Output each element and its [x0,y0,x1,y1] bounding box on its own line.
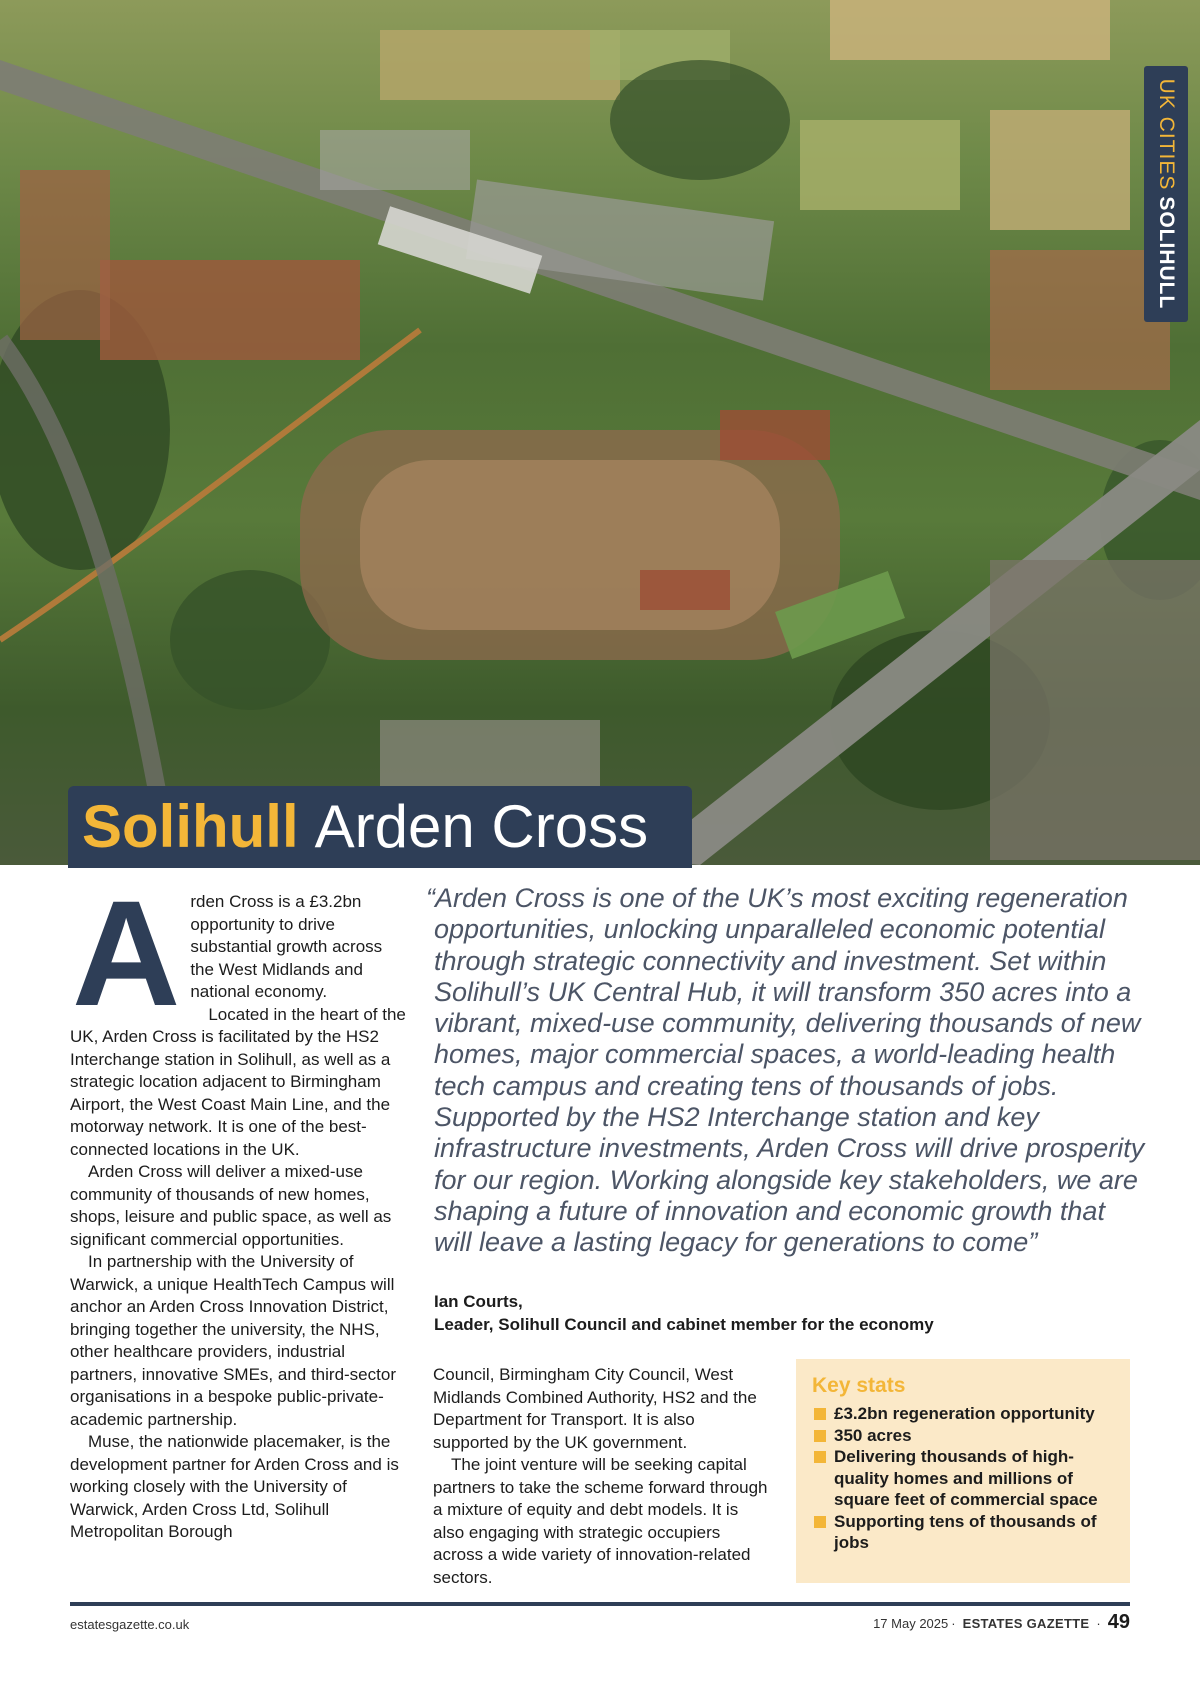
intro-paragraph [70,869,406,1037]
body-paragraph-continued: Council, Birmingham City Council, West Midlands Combined Authority, HS2 and the Department for Transport. It is also supported by the UK government. [433,1365,757,1452]
title-project: Arden Cross [314,793,649,860]
quote-attribution [434,1291,1154,1336]
footer-rule [70,1602,1130,1606]
article-title [68,786,692,868]
square-bullet-icon [814,1408,826,1420]
body-paragraph: The joint venture will be seeking capital partners to take the scheme forward through a mixture of equity and debt models. It is also engaging with strategic occupiers across a wide variety of innovation-related sectors. [433,1455,768,1587]
key-stats-heading: Key stats [812,1374,906,1397]
article-column-1 [70,869,406,1544]
key-stats-box [796,1359,1130,1583]
quote-author-role: Leader, Solihull Council and cabinet member for the economy [434,1314,934,1334]
footer-separator: · [951,1616,956,1631]
square-bullet-icon [814,1516,826,1528]
key-stats-list [812,1403,1114,1554]
pull-quote-text: “Arden Cross is one of the UK’s most exciting regeneration opportunities, unlocking unparalleled economic potential through strategic connectivity and investment. Set within Solihull’s UK Central Hub, it will transform 350 acres into a vibrant, mixed-use community, delivering thousands of new homes, major commercial spaces, a world-leading health tech campus and creating tens of thousands of jobs. Supported by the HS2 Interchange station and key infrastructure investments, Arden Cross will drive prosperity for our region. Working alongside key stakeholders, we are shaping a future of innovation and economic growth that will leave a lasting legacy for generations to come” [426,883,1145,1258]
footer-publication: ESTATES GAZETTE [962,1616,1090,1631]
intro-text: rden Cross is a £3.2bn opportunity to drive substantial growth across the West Midlands and national economy. [190,892,383,1001]
key-stat-item: Supporting tens of thousands of jobs [812,1511,1114,1554]
body-paragraph: Muse, the nationwide placemaker, is the development partner for Arden Cross and is working closely with the University of Warwick, Arden Cross Ltd, Solihull Metropolitan Borough [70,1432,399,1541]
body-paragraph: Located in the heart of the UK, Arden Cross is facilitated by the HS2 Interchange station in Solihull, as well as a strategic location adjacent to Birmingham Airport, the West Coast Main Line, and the motorway network. It is one of the best-connected locations in the UK. [70,1004,406,1159]
drop-cap: A [72,869,181,1037]
square-bullet-icon [814,1430,826,1442]
quote-author: Ian Courts, [434,1292,523,1311]
body-paragraph: Arden Cross will deliver a mixed-use community of thousands of new homes, shops, leisure and public space, as well as significant commercial opportunities. [70,1162,392,1249]
page-number: 49 [1107,1611,1130,1633]
section-tab-prefix: UK CITIES [1155,78,1178,191]
footer-issue-info [873,1611,1130,1634]
key-stat-item: £3.2bn regeneration opportunity [812,1403,1114,1425]
body-paragraph: In partnership with the University of Warwick, a unique HealthTech Campus will anchor an Arden Cross Innovation District, bringing together the university, the NHS, other healthcare providers, industrial partners, innovative SMEs, and third-sector organisations in a bespoke public-private-academic partnership. [70,1252,396,1429]
section-tab [1144,66,1188,322]
footer-date: 17 May 2025 [873,1616,949,1631]
pull-quote [426,883,1146,1259]
footer-separator: · [1096,1616,1101,1631]
key-stat-item: 350 acres [812,1425,1114,1447]
square-bullet-icon [814,1451,826,1463]
article-column-2 [433,1364,771,1589]
title-location: Solihull [82,793,299,860]
section-tab-name: SOLIHULL [1155,196,1178,310]
key-stat-item: Delivering thousands of high-quality homes and millions of square feet of commercial space [812,1446,1114,1511]
footer-website[interactable]: estatesgazette.co.uk [70,1617,190,1632]
